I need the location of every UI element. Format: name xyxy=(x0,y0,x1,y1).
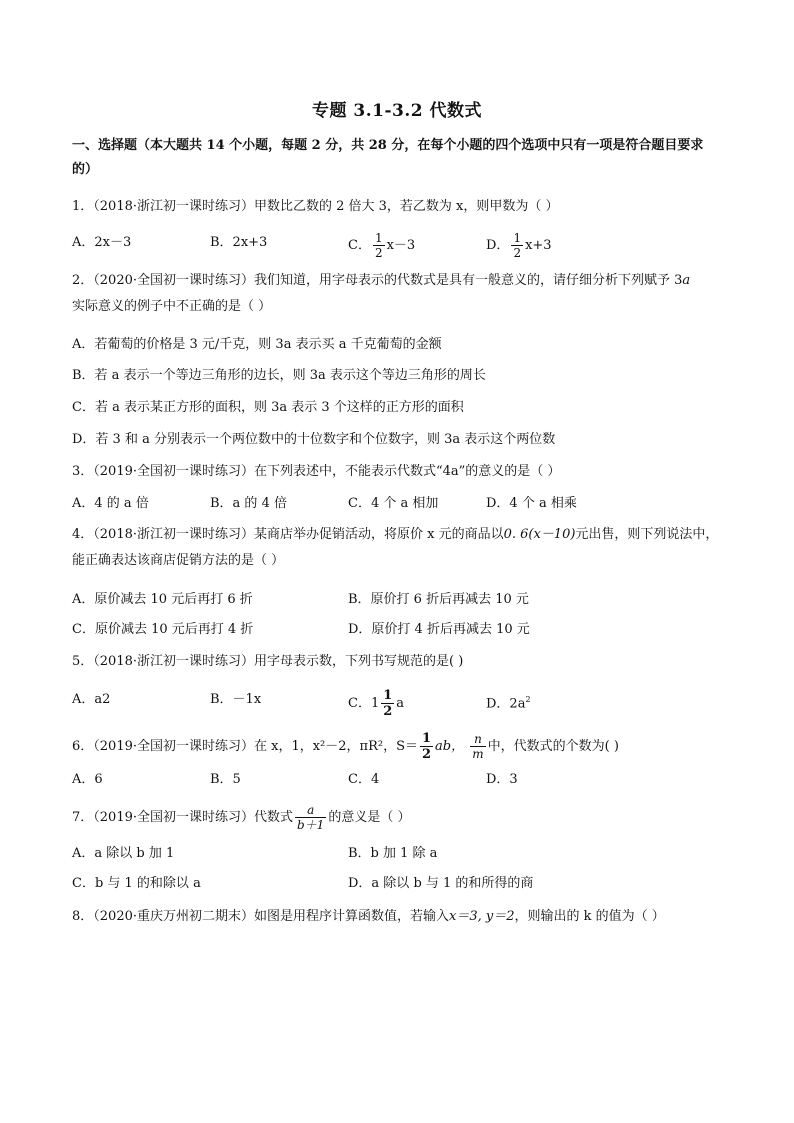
option-b[interactable]: B．原价打 6 折后再减去 10 元 xyxy=(348,592,529,607)
option-a[interactable]: A．6 xyxy=(72,772,103,787)
option-b[interactable]: B．b 加 1 除 a xyxy=(348,846,438,861)
option-c[interactable]: C． $\frac{1}{2}$ x－3 xyxy=(348,231,416,260)
option-b[interactable]: B．若 a 表示一个等边三角形的边长，则 3a 表示这个等边三角形的周长 xyxy=(72,368,486,383)
page-title: 专题 3.1-3.2 代数式 xyxy=(311,101,483,121)
option-b[interactable]: B．a 的 4 倍 xyxy=(210,496,287,511)
section-heading: 一、选择题（本大题共 14 个小题，每题 2 分，共 28 分，在每个小题的四个选项中只有一项是符合题目要求的） xyxy=(72,138,704,177)
question-2: 2．（2020·全国初一课时练习）我们知道，用字母表示的代数式是具有一般意义的，请仔细分析下列赋予 3a 实际意义的例子中不正确的是（ ） xyxy=(72,273,691,314)
question-4-options-row1 xyxy=(72,589,722,611)
option-c[interactable]: C．4 xyxy=(348,772,380,787)
fraction: $\frac{1}{2}$ xyxy=(513,231,522,260)
option-a[interactable]: A．2x－3 xyxy=(72,235,132,250)
question-7-options-row1 xyxy=(72,843,722,865)
question-4-options-row2 xyxy=(72,619,722,641)
question-6-options xyxy=(72,769,722,791)
option-b[interactable]: B．－1x xyxy=(210,692,262,707)
fraction: $\frac{1}{2}$ xyxy=(422,731,432,762)
option-c[interactable]: C．若 a 表示某正方形的面积，则 3a 表示 3 个这样的正方形的面积 xyxy=(72,400,464,415)
option-c[interactable]: C．4 个 a 相加 xyxy=(348,496,439,511)
question-5-options xyxy=(72,688,722,719)
option-a[interactable]: A．4 的 a 倍 xyxy=(72,496,149,511)
question-3-options xyxy=(72,493,722,515)
option-a[interactable]: A．a 除以 b 加 1 xyxy=(72,846,175,861)
fraction: $\frac{a}{b+1}$ xyxy=(297,803,325,832)
fraction: $\frac{n}{m}$ xyxy=(472,732,484,761)
option-d[interactable]: D．3 xyxy=(486,772,518,787)
question-7-options-row2 xyxy=(72,873,722,895)
question-7: 7．（2019·全国初一课时练习）代数式 $\frac{a}{b+1}$ 的意义是（ ） xyxy=(72,803,411,832)
option-a[interactable]: A．原价减去 10 元后再打 6 折 xyxy=(72,592,253,607)
option-d[interactable]: D．a 除以 b 与 1 的和所得的商 xyxy=(348,876,534,891)
option-d[interactable]: D．$2a^2$ xyxy=(486,695,531,712)
option-a[interactable]: A．若葡萄的价格是 3 元/千克，则 3a 表示买 a 千克葡萄的金额 xyxy=(72,337,442,352)
option-d[interactable]: D．原价打 4 折后再减去 10 元 xyxy=(348,622,530,637)
question-6: 6．（2019·全国初一课时练习）在 x，1，x²－2，πR²，S＝ $\frac{1}{2}$ ab， $\frac{n}{m}$ 中，代数式的个数为( ) xyxy=(72,731,619,762)
fraction: $\frac{1}{2}$ xyxy=(383,688,393,719)
fraction: $\frac{1}{2}$ xyxy=(374,231,383,260)
question-1: 1．（2018·浙江初一课时练习）甲数比乙数的 2 倍大 3，若乙数为 x，则甲数为（ ） xyxy=(72,199,559,214)
option-d[interactable]: D．若 3 和 a 分别表示一个两位数中的十位数字和个位数字，则 3a 表示这个两位数 xyxy=(72,432,556,447)
question-5: 5．（2018·浙江初一课时练习）用字母表示数，下列书写规范的是( ) xyxy=(72,654,464,669)
option-b[interactable]: B．5 xyxy=(210,772,241,787)
option-c[interactable]: C．1 $\frac{1}{2}$ a xyxy=(348,688,405,719)
question-1-options xyxy=(72,231,722,260)
option-b[interactable]: B．2x+3 xyxy=(210,235,268,250)
question-8: 8．（2020·重庆万州初二期末）如图是用程序计算函数值，若输入x＝3, y＝2，则输出的 k 的值为（ ） xyxy=(72,909,665,924)
option-d[interactable]: D．4 个 a 相乘 xyxy=(486,496,577,511)
option-c[interactable]: C．b 与 1 的和除以 a xyxy=(72,876,201,891)
question-3: 3．（2019·全国初一课时练习）在下列表述中，不能表示代数式“4a”的意义的是（ ） xyxy=(72,464,561,479)
question-4: 4．（2018·浙江初一课时练习）某商店举办促销活动，将原价 x 元的商品以0. 6(x－10)元出售，则下列说法中，能正确表达该商店促销方法的是（ ） xyxy=(72,527,719,568)
option-a[interactable]: A．a2 xyxy=(72,692,111,707)
option-d[interactable]: D． $\frac{1}{2}$ x+3 xyxy=(486,231,552,260)
option-c[interactable]: C．原价减去 10 元后再打 4 折 xyxy=(72,622,254,637)
